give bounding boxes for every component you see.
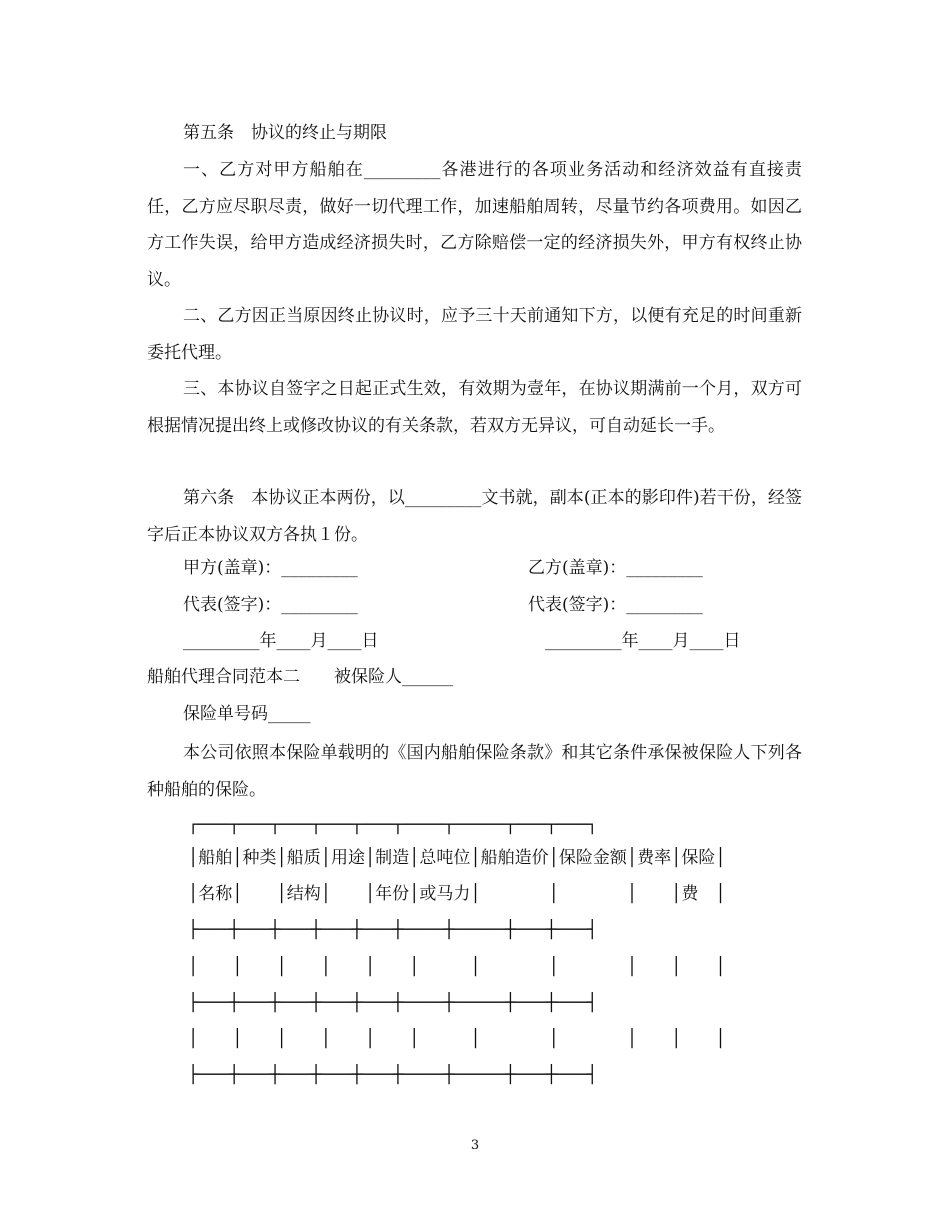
article5-item1: 一、乙方对甲方船舶在_________各港进行的各项业务活动和经济效益有直接责任，乙方应尽职尽责，做好一切代理工作，加速船舶周转，尽量节约各项费用。如因乙方工作失误，给甲方造成经济损失时，乙方除赔偿一定的经济损失外，甲方有权终止协议。 (147, 160, 802, 290)
table-bottom-border: ├───┼───┼───┼───┼───┼────┼─────┼───┼───┤ (188, 1065, 598, 1085)
table-row-separator: ├───┼───┼───┼───┼───┼────┼─────┼───┼───┤ (188, 993, 598, 1013)
template2-intro: 本公司依照本保险单载明的《国内船舶保险条款》和其它条件承保被保险人下列各种船舶的保险。 (147, 743, 802, 800)
party-a-date: _________年____月____日 (183, 631, 379, 651)
page-number: 3 (470, 1138, 480, 1153)
table-row: │ │ │ │ │ │ │ │ │ │ │ (188, 957, 726, 977)
article5-item3: 三、本协议自签字之日起正式生效，有效期为壹年，在协议期满前一个月，双方可根据情况提出终上或修改协议的有关条款，若双方无异议，可自动延长一手。 (147, 379, 802, 436)
table-header-row-1: │船舶│种类│船质│用途│制造│总吨位│船舶造价│保险金额│费率│保险│ (188, 848, 726, 868)
table-top-border: ┌───┬───┬───┬───┬───┬────┬─────┬───┬───┐ (188, 815, 598, 835)
template2-title: 船舶代理合同范本二 被保险人______ (147, 667, 453, 687)
table-header-row-2: │名称│ │结构│ │年份│或马力│ │ │ │费 │ (188, 884, 726, 904)
party-b-date: _________年____月____日 (545, 631, 741, 651)
article5-item2: 二、乙方因正当原因终止协议时，应予三十天前通知下方，以便有充足的时间重新委托代理。 (147, 306, 802, 363)
table-row-separator: ├───┼───┼───┼───┼───┼────┼─────┼───┼───┤ (188, 920, 598, 940)
party-b-seal: 乙方(盖章)：_________ (528, 558, 703, 578)
party-a-representative: 代表(签字)：_________ (183, 595, 358, 615)
article6-text: 第六条 本协议正本两份，以_________文书就，副本(正本的影印件)若干份，经签字后正本协议双方各执１份。 (147, 488, 802, 545)
table-row: │ │ │ │ │ │ │ │ │ │ │ (188, 1029, 726, 1049)
party-a-seal: 甲方(盖章)：_________ (183, 558, 358, 578)
policy-number: 保险单号码_____ (183, 704, 311, 724)
article5-heading: 第五条 协议的终止与期限 (183, 123, 387, 143)
party-b-representative: 代表(签字)：_________ (528, 595, 703, 615)
